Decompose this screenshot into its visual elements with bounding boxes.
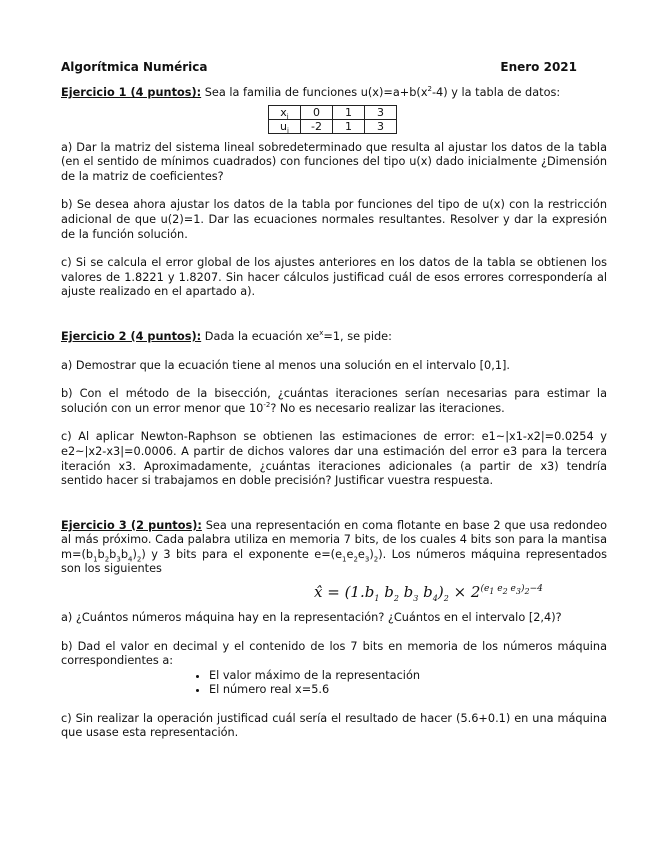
- table-cell: 3: [365, 105, 397, 119]
- table-row: [269, 119, 397, 133]
- ej1-part-c: c) Si se calcula el error global de los ajustes anteriores en los datos de la tabla se obtienen los valores de 1.8221 y 1.8207. Sin hacer cálculos justificad cuál de esos errores correspondería al ajuste realizado en el apartado a).: [61, 256, 607, 299]
- ej1-intro: Ejercicio 1 (4 puntos): Sea la familia de funciones $u(x)=a+b(x^2-4)$ y la tabla de datos:: [61, 85, 561, 99]
- ej3-part-c: c) Sin realizar la operación justificad cuál sería el resultado de hacer (5.6+0.1) en una máquina que usase esta representación.: [61, 711, 607, 740]
- list-item: • El número real x=5.6: [209, 683, 607, 698]
- ej2-part-c: c) Al aplicar Newton-Raphson se obtienen las estimaciones de error: e1~|x1-x2|=0.0254 y e2~|x2-x3|=0.0006. A partir de dichos valores dar una estimación del error e3 para la tercera iteración x3. Aproximadamente, ¿cuántas iteraciones adicionales (a partir de x3) tendría sentido hacer si trabajamos en doble precisión? Justificar vuestra respuesta.: [61, 430, 607, 488]
- row-label-x: $x_i$: [269, 105, 301, 119]
- ej3-bullet-list: [61, 669, 607, 698]
- ej2-intro: Ejercicio 2 (4 puntos): Dada la ecuación $xe^x=1$, se pide:: [61, 329, 392, 343]
- list-item: • El valor máximo de la representación: [209, 669, 607, 684]
- ej3-part-a: a) ¿Cuántos números máquina hay en la representación? ¿Cuántos en el intervalo [2,4)?: [61, 611, 562, 625]
- header: [61, 60, 607, 74]
- ej3-intro: Ejercicio 3 (2 puntos): Sea una representación en coma flotante en base 2 que usa redondeo al más próximo. Cada palabra utiliza en memoria 7 bits, de los cuales 4 bits son para la mantisa $m=(b_1b_2b_3b_4)_2$) y 3 bits para el exponente $e=(e_1e_2e_3)_2$). Los números máquina representados son los siguientes: [61, 518, 607, 576]
- table-cell: -2: [301, 119, 333, 133]
- ej1-part-b: b) Se desea ahora ajustar los datos de la tabla por funciones del tipo de u(x) con la restricción adicional de que u(2)=1. Dar las ecuaciones normales resultantes. Resolver y dar la expresión de la función solución.: [61, 198, 607, 241]
- ej3-part-b: b) Dad el valor en decimal y el contenido de los 7 bits en memoria de los números máquina correspondientes a:: [61, 639, 607, 668]
- data-table: [268, 105, 397, 134]
- table-row: [269, 105, 397, 119]
- float-formula: x̂ = ($1.b_1$ $b_2$ $b_3$ $b_4)_2 \times 2^{(e_1 e_2 e_3)_2-4}$: [314, 583, 543, 604]
- ej1-part-a: a) Dar la matriz del sistema lineal sobredeterminado que resulta al ajustar los datos de la tabla (en el sentido de mínimos cuadrados) con funciones del tipo u(x) dado inicialmente ¿Dimensión de la matriz de coeficientes?: [61, 140, 607, 183]
- ej3-title: Ejercicio 3 (2 puntos):: [61, 518, 202, 532]
- ej2-part-b: b) Con el método de la bisección, ¿cuántas iteraciones serían necesarias para estimar la solución con un error menor que $10^{-2}$? No es necesario realizar las iteraciones.: [61, 387, 607, 415]
- table-cell: 1: [333, 119, 365, 133]
- ej2-title: Ejercicio 2 (4 puntos):: [61, 329, 202, 343]
- table-cell: 0: [301, 105, 333, 119]
- table-cell: 3: [365, 119, 397, 133]
- ej2-part-a: a) Demostrar que la ecuación tiene al menos una solución en el intervalo [0,1].: [61, 358, 511, 372]
- ej1-title: Ejercicio 1 (4 puntos):: [61, 86, 202, 99]
- exam-page: [61, 60, 607, 741]
- exam-date: Enero 2021: [500, 60, 577, 74]
- course-title: Algorítmica Numérica: [61, 60, 208, 74]
- row-label-u: $u_i$: [269, 119, 301, 133]
- table-cell: 1: [333, 105, 365, 119]
